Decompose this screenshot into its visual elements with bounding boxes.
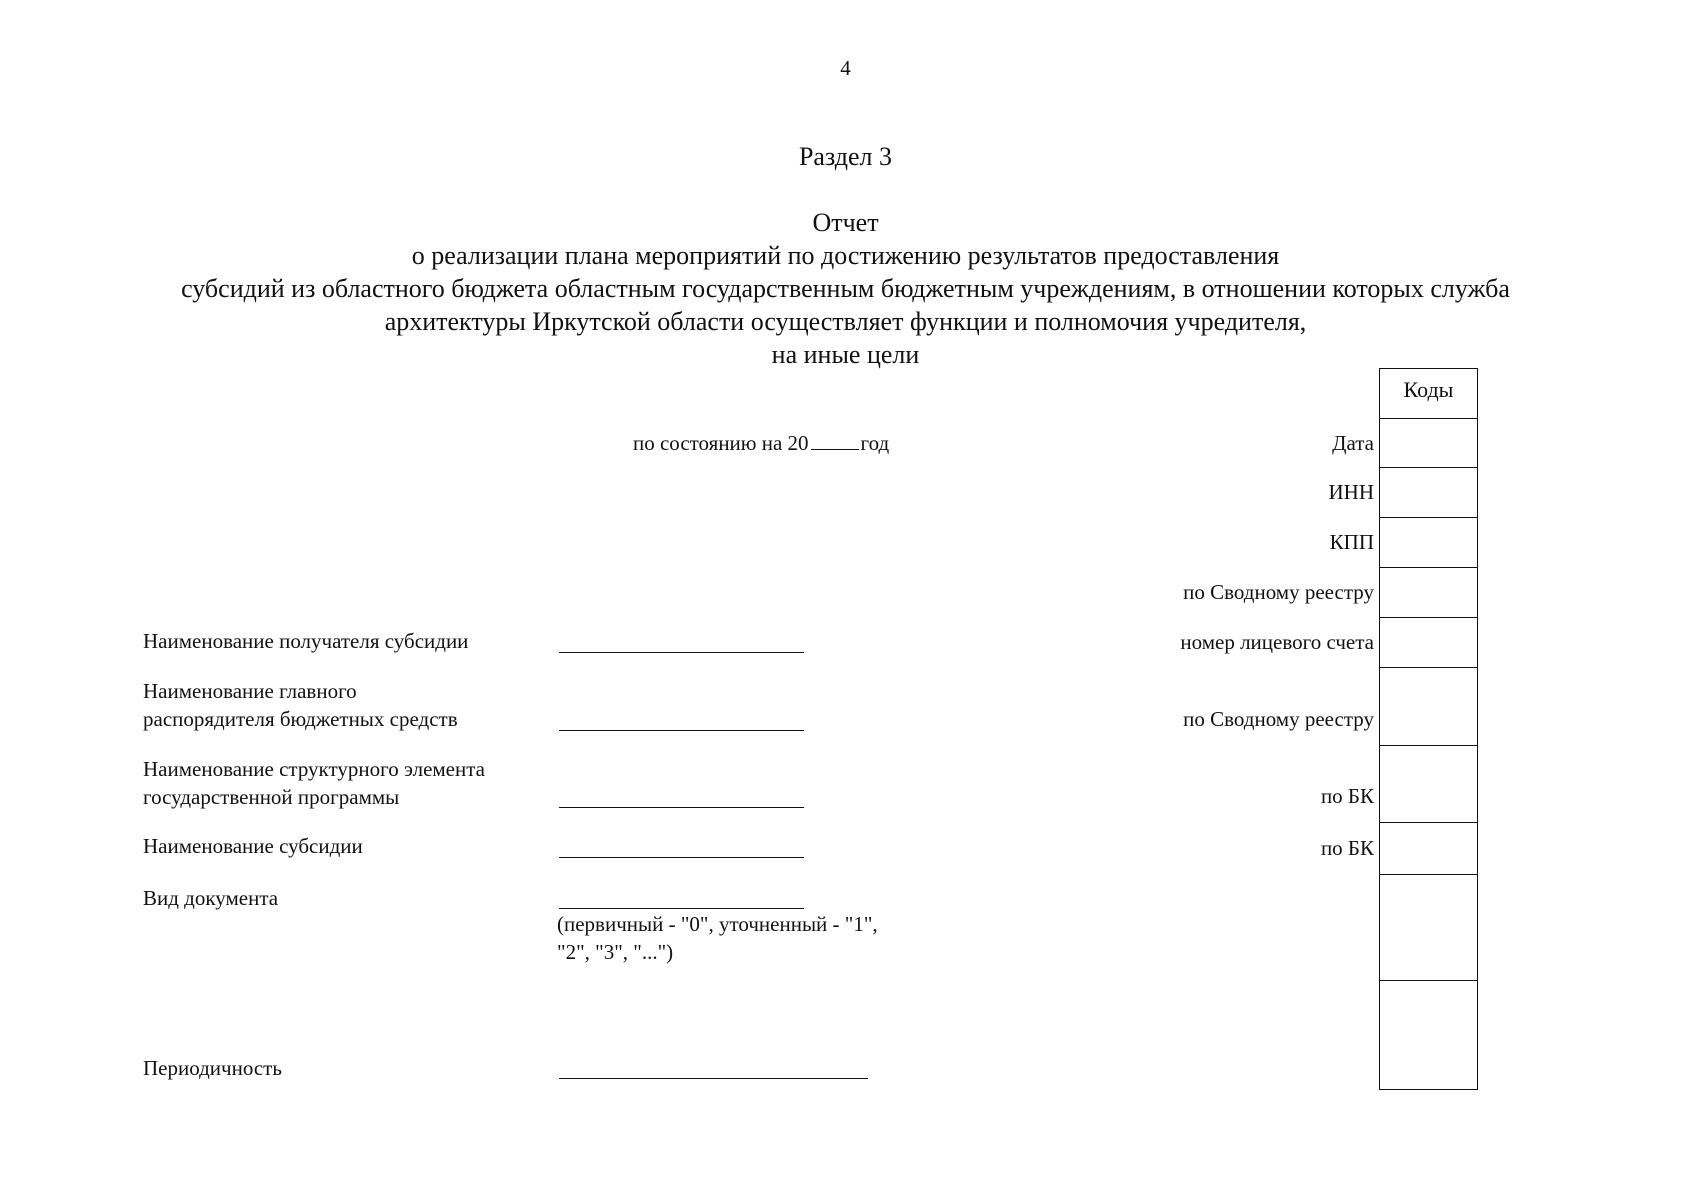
structural-element-field[interactable] bbox=[559, 807, 804, 808]
code-label-personal-account: номер лицевого счета bbox=[1180, 630, 1374, 654]
report-title-line-4: архитектуры Иркутской области осуществляет функции и полномочия учредителя, bbox=[384, 307, 1307, 336]
page-number: 4 bbox=[840, 56, 851, 80]
codes-header: Коды bbox=[1403, 377, 1454, 402]
document-type-label: Вид документа bbox=[143, 886, 279, 910]
code-cell-document-type[interactable] bbox=[1380, 875, 1477, 981]
main-manager-field[interactable] bbox=[559, 730, 804, 731]
codes-table bbox=[1379, 368, 1478, 1090]
main-manager-label-line-1: Наименование главного bbox=[143, 679, 357, 703]
as-of-suffix: год bbox=[860, 431, 890, 455]
code-label-kpp: КПП bbox=[1329, 530, 1374, 554]
structural-element-label-line-1: Наименование структурного элемента bbox=[143, 757, 485, 781]
subsidy-name-label: Наименование субсидии bbox=[143, 834, 363, 858]
document-type-note-line-2: "2", "3", "...") bbox=[557, 940, 674, 964]
main-manager-label-line-2: распорядителя бюджетных средств bbox=[143, 707, 458, 731]
report-title-line-3: субсидий из областного бюджета областным государственным бюджетным учреждениям, в отношении которых служба bbox=[181, 274, 1510, 303]
periodicity-label: Периодичность bbox=[143, 1056, 282, 1080]
report-title-line-2: о реализации плана мероприятий по достижению результатов предоставления bbox=[411, 241, 1280, 270]
code-label-date: Дата bbox=[1332, 431, 1374, 455]
code-cell-personal-account[interactable] bbox=[1380, 618, 1477, 668]
main-manager-label bbox=[143, 677, 458, 733]
subsidy-name-field[interactable] bbox=[559, 857, 804, 858]
report-title bbox=[60, 206, 1631, 371]
code-label-consolidated-registry-1: по Сводному реестру bbox=[1183, 580, 1374, 604]
code-cell-consolidated-registry-1[interactable] bbox=[1380, 568, 1477, 618]
code-label-consolidated-registry-2: по Сводному реестру bbox=[1183, 707, 1374, 731]
as-of-date bbox=[633, 431, 889, 456]
code-label-bk-2: по БК bbox=[1320, 836, 1374, 860]
code-cell-periodicity[interactable] bbox=[1380, 981, 1477, 1089]
code-cell-bk-2[interactable] bbox=[1380, 823, 1477, 875]
structural-element-label-line-2: государственной программы bbox=[143, 785, 400, 809]
code-cell-bk-1[interactable] bbox=[1380, 746, 1477, 823]
code-cell-date[interactable] bbox=[1380, 419, 1477, 468]
document-type-note bbox=[557, 910, 878, 966]
code-label-bk-1: по БК bbox=[1320, 784, 1374, 808]
code-cell-inn[interactable] bbox=[1380, 468, 1477, 518]
code-cell-consolidated-registry-2[interactable] bbox=[1380, 668, 1477, 746]
section-title: Раздел 3 bbox=[798, 142, 893, 171]
as-of-prefix: по состоянию на 20 bbox=[633, 431, 809, 455]
report-title-line-1: Отчет bbox=[812, 208, 879, 237]
document-type-note-line-1: (первичный - "0", уточненный - "1", bbox=[557, 912, 878, 936]
periodicity-field[interactable] bbox=[559, 1078, 868, 1079]
code-cell-kpp[interactable] bbox=[1380, 518, 1477, 568]
codes-header-cell bbox=[1380, 369, 1477, 419]
report-title-line-5: на иные цели bbox=[771, 340, 920, 369]
year-blank[interactable] bbox=[811, 431, 859, 450]
code-label-inn: ИНН bbox=[1328, 480, 1374, 504]
document-type-field[interactable] bbox=[559, 908, 804, 909]
recipient-name-field[interactable] bbox=[559, 652, 804, 653]
recipient-name-label: Наименование получателя субсидии bbox=[143, 629, 469, 653]
structural-element-label bbox=[143, 755, 485, 811]
